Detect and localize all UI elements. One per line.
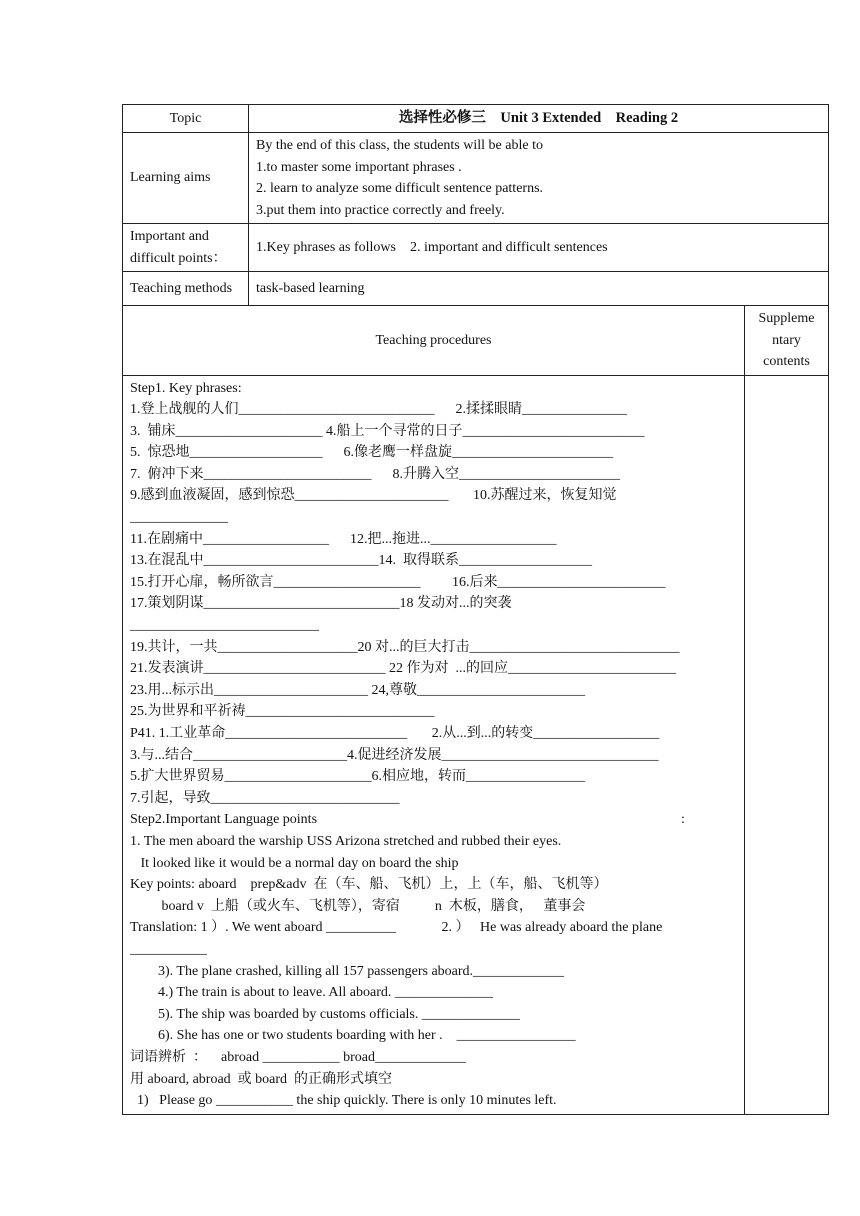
step-line: 用 aboard, abroad 或 board 的正确形式填空 — [130, 1071, 393, 1087]
step-line: 19.共计，一共____________________20 对...的巨大打击______________________________ — [130, 639, 680, 655]
step-line: 5.扩大世界贸易_____________________6.相应地，转而_________________ — [130, 769, 585, 785]
supp-line: ntary — [772, 332, 801, 348]
topic-label: Topic — [123, 105, 249, 133]
step-line: 1. The men aboard the warship USS Arizona stretched and rubbed their eyes. — [130, 833, 562, 849]
step-line: 1) Please go ___________ the ship quickly. There is only 10 minutes left. — [130, 1093, 557, 1109]
step-line: 7.引起，导致___________________________ — [130, 790, 400, 806]
step-line: 21.发表演讲__________________________ 22 作为对 ...的回应________________________ — [130, 661, 676, 677]
step-line: 7. 俯冲下来________________________ 8.升腾入空_______________________ — [130, 466, 620, 482]
step-line: 5). The ship was boarded by customs officials. ______________ — [130, 1006, 520, 1022]
step-line: 4.) The train is about to leave. All aboard. ______________ — [130, 985, 493, 1001]
step-line: 9.感到血液凝固，感到惊恐______________________ 10.苏醒过来，恢复知觉 — [130, 488, 617, 504]
aims-line: 3.put them into practice correctly and freely. — [256, 202, 505, 218]
aims-line: 2. learn to analyze some difficult sentence patterns. — [256, 181, 544, 196]
supplementary-content — [745, 375, 829, 1114]
step-line: 3. 铺床_____________________ 4.船上一个寻常的日子__________________________ — [130, 423, 645, 439]
lesson-plan-table — [122, 104, 829, 1115]
step-line: 词语辨析 ： abroad ___________ broad_____________ — [130, 1049, 466, 1065]
supp-line: Suppleme — [758, 311, 815, 326]
supp-line: contents — [763, 354, 810, 369]
methods-label: Teaching methods — [123, 272, 249, 306]
step-line: 1.登上战舰的人们____________________________ 2.揉揉眼睛_______________ — [130, 402, 627, 418]
step-line: 11.在剧痛中__________________ 12.把...拖进...__________________ — [130, 531, 557, 547]
step-line: 13.在混乱中_________________________14. 取得联系___________________ — [130, 553, 592, 569]
supplementary-label — [745, 306, 829, 376]
step-line: It looked like it would be a normal day on board the ship — [130, 855, 459, 871]
step-line: 5. 惊恐地___________________ 6.像老鹰一样盘旋_______________________ — [130, 445, 613, 461]
step-line: Step1. Key phrases: — [130, 380, 242, 396]
topic-value: 选择性必修三 Unit 3 Extended Reading 2 — [249, 105, 829, 133]
step-line: 15.打开心扉，畅所欲言_____________________ 16.后来________________________ — [130, 574, 666, 590]
aims-line: 1.to master some important phrases . — [256, 159, 462, 175]
step-line: ___________ — [130, 941, 207, 957]
procedures-label: Teaching procedures — [123, 306, 745, 376]
points-value: 1.Key phrases as follows 2. important and difficult sentences — [249, 224, 829, 272]
aims-content — [249, 133, 829, 224]
points-label-line: Important and — [130, 229, 209, 244]
step-line: 6). She has one or two students boarding with her . _________________ — [130, 1028, 576, 1044]
methods-value: task-based learning — [249, 272, 829, 306]
step-line: Translation: 1 ）. We went aboard __________ 2. ） He was already aboard the plane — [130, 920, 663, 936]
step-line: P41. 1.工业革命__________________________ 2.从...到...的转变__________________ — [130, 726, 660, 741]
step-line: 17.策划阴谋____________________________18 发动对...的突袭 — [130, 596, 512, 612]
step-line: ___________________________ — [130, 618, 319, 634]
steps-content — [123, 375, 745, 1114]
step-line: Step2.Important Language points : — [130, 812, 685, 828]
step-line: 3). The plane crashed, killing all 157 passengers aboard._____________ — [130, 963, 565, 979]
step-line: 3.与...结合______________________4.促进经济发展_______________________________ — [130, 747, 659, 763]
step-line: Key points: aboard prep&adv 在（车、船、飞机）上，上（车，船、飞机等） — [130, 877, 608, 893]
step-line: board v 上船（或火车、飞机等），寄宿 n 木板，膳食， 董事会 — [130, 898, 586, 914]
points-label — [123, 224, 249, 272]
step-line: 25.为世界和平祈祷___________________________ — [130, 704, 435, 720]
aims-label: Learning aims — [123, 133, 249, 224]
aims-line: By the end of this class, the students will be able to — [256, 138, 543, 153]
step-line: ______________ — [130, 510, 228, 526]
step-line: 23.用...标示出______________________ 24,尊敬________________________ — [130, 682, 585, 698]
points-label-line: difficult points： — [130, 250, 227, 266]
